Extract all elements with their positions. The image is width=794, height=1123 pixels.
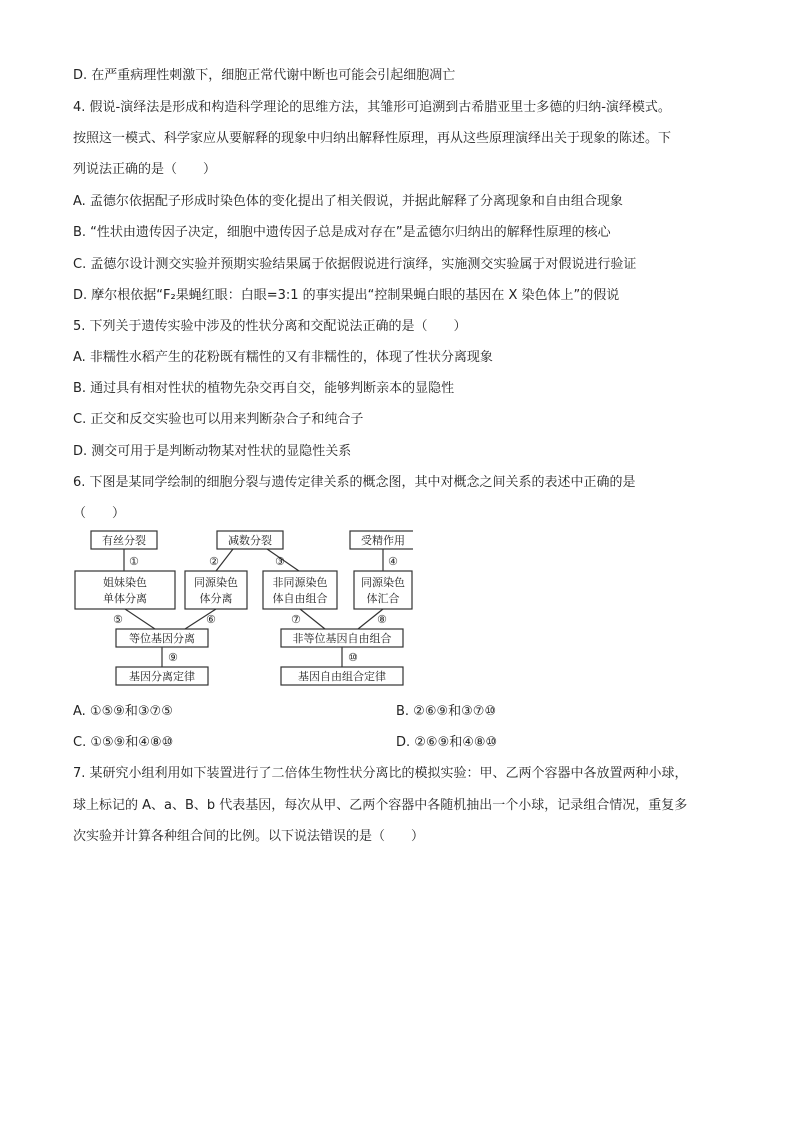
box-sister-label-2: 单体分离 (103, 592, 147, 605)
box-nonhomolog-label-1: 非同源染色 (272, 576, 328, 589)
box-nonhomolog-label-2: 体自由组合 (272, 592, 328, 605)
box-assortment-law-label: 基因自由组合定律 (298, 670, 386, 683)
q5-stem: 5. 下列关于遗传实验中涉及的性状分离和交配说法正确的是（ ） (73, 319, 467, 334)
box-sister-label-1: 姐妹染色 (103, 576, 147, 589)
num-9: ⑨ (168, 651, 178, 664)
arrow-5 (125, 609, 155, 629)
q6-stem-line-1: 6. 下图是某同学绘制的细胞分裂与遗传定律关系的概念图，其中对概念之间关系的表述中正确的是 (73, 475, 636, 490)
q4-stem-line-1: 4. 假说-演绎法是形成和构造科学理论的思维方法，其雏形可追溯到古希腊亚里士多德的归纳-演绎模式。 (73, 100, 671, 115)
q6-stem-line-2: （ ） (73, 506, 126, 521)
q6-option-c: C. ①⑤⑨和④⑧⑩ (73, 735, 174, 750)
box-union-label-1: 同源染色 (361, 576, 405, 589)
box-allele-label: 等位基因分离 (129, 632, 195, 645)
q4-stem-line-3: 列说法正确的是（ ） (73, 162, 217, 177)
num-5: ⑤ (113, 613, 123, 626)
box-segregation-law-label: 基因分离定律 (129, 670, 195, 683)
q7-stem-line-1: 7. 某研究小组利用如下装置进行了二倍体生物性状分离比的模拟实验：甲、乙两个容器中各放置两种小球， (73, 766, 688, 781)
box-meiosis-label: 减数分裂 (228, 534, 272, 547)
num-6: ⑥ (206, 613, 216, 626)
num-8: ⑧ (377, 613, 387, 626)
q4-option-a: A. 孟德尔依据配子形成时染色体的变化提出了相关假说，并据此解释了分离现象和自由组合现象 (73, 194, 623, 209)
q5-option-c: C. 正交和反交实验也可以用来判断杂合子和纯合子 (73, 412, 364, 427)
q6-option-d: D. ②⑥⑨和④⑧⑩ (396, 735, 498, 750)
q4-option-c: C. 孟德尔设计测交实验并预期实验结果属于依据假说进行演绎，实施测交实验属于对假说进行验证 (73, 257, 637, 272)
q5-option-b: B. 通过具有相对性状的植物先杂交再自交，能够判断亲本的显隐性 (73, 381, 455, 396)
box-homolog-label-1: 同源染色 (194, 576, 238, 589)
concept-diagram (73, 528, 413, 690)
q4-option-d: D. 摩尔根依据“F₂果蝇红眼：白眼=3:1 的事实提出“控制果蝇白眼的基因在 X 染色体上”的假说 (73, 288, 620, 303)
q5-option-a: A. 非糯性水稻产生的花粉既有糯性的又有非糯性的，体现了性状分离现象 (73, 350, 493, 365)
q7-stem-line-3: 次实验并计算各种组合间的比例。以下说法错误的是（ ） (73, 829, 425, 844)
num-1: ① (129, 555, 139, 568)
arrow-7 (300, 609, 325, 629)
num-10: ⑩ (348, 651, 358, 664)
box-homolog-label-2: 体分离 (199, 592, 233, 605)
num-4: ④ (388, 555, 398, 568)
q4-stem-line-2: 按照这一模式、科学家应从要解释的现象中归纳出解释性原理，再从这些原理演绎出关于现象的陈述。下 (73, 131, 672, 146)
box-fertilization-label: 受精作用 (361, 534, 405, 547)
num-2: ② (209, 555, 219, 568)
box-nonallelic-label: 非等位基因自由组合 (292, 632, 392, 645)
q6-option-a: A. ①⑤⑨和③⑦⑤ (73, 704, 173, 719)
q6-option-b: B. ②⑥⑨和③⑦⑩ (396, 704, 497, 719)
box-mitosis-label: 有丝分裂 (102, 534, 146, 547)
box-union-label-2: 体汇合 (366, 592, 400, 605)
q7-stem-line-2: 球上标记的 A、a、B、b 代表基因，每次从甲、乙两个容器中各随机抽出一个小球，记录组合情况，重复多 (73, 798, 688, 813)
q5-option-d: D. 测交可用于是判断动物某对性状的显隐性关系 (73, 444, 352, 459)
num-7: ⑦ (291, 613, 301, 626)
q3-option-d: D. 在严重病理性刺激下，细胞正常代谢中断也可能会引起细胞凋亡 (73, 68, 456, 83)
num-3: ③ (275, 555, 285, 568)
q4-option-b: B. “性状由遗传因子决定，细胞中遗传因子总是成对存在”是孟德尔归纳出的解释性原理的核心 (73, 225, 611, 240)
